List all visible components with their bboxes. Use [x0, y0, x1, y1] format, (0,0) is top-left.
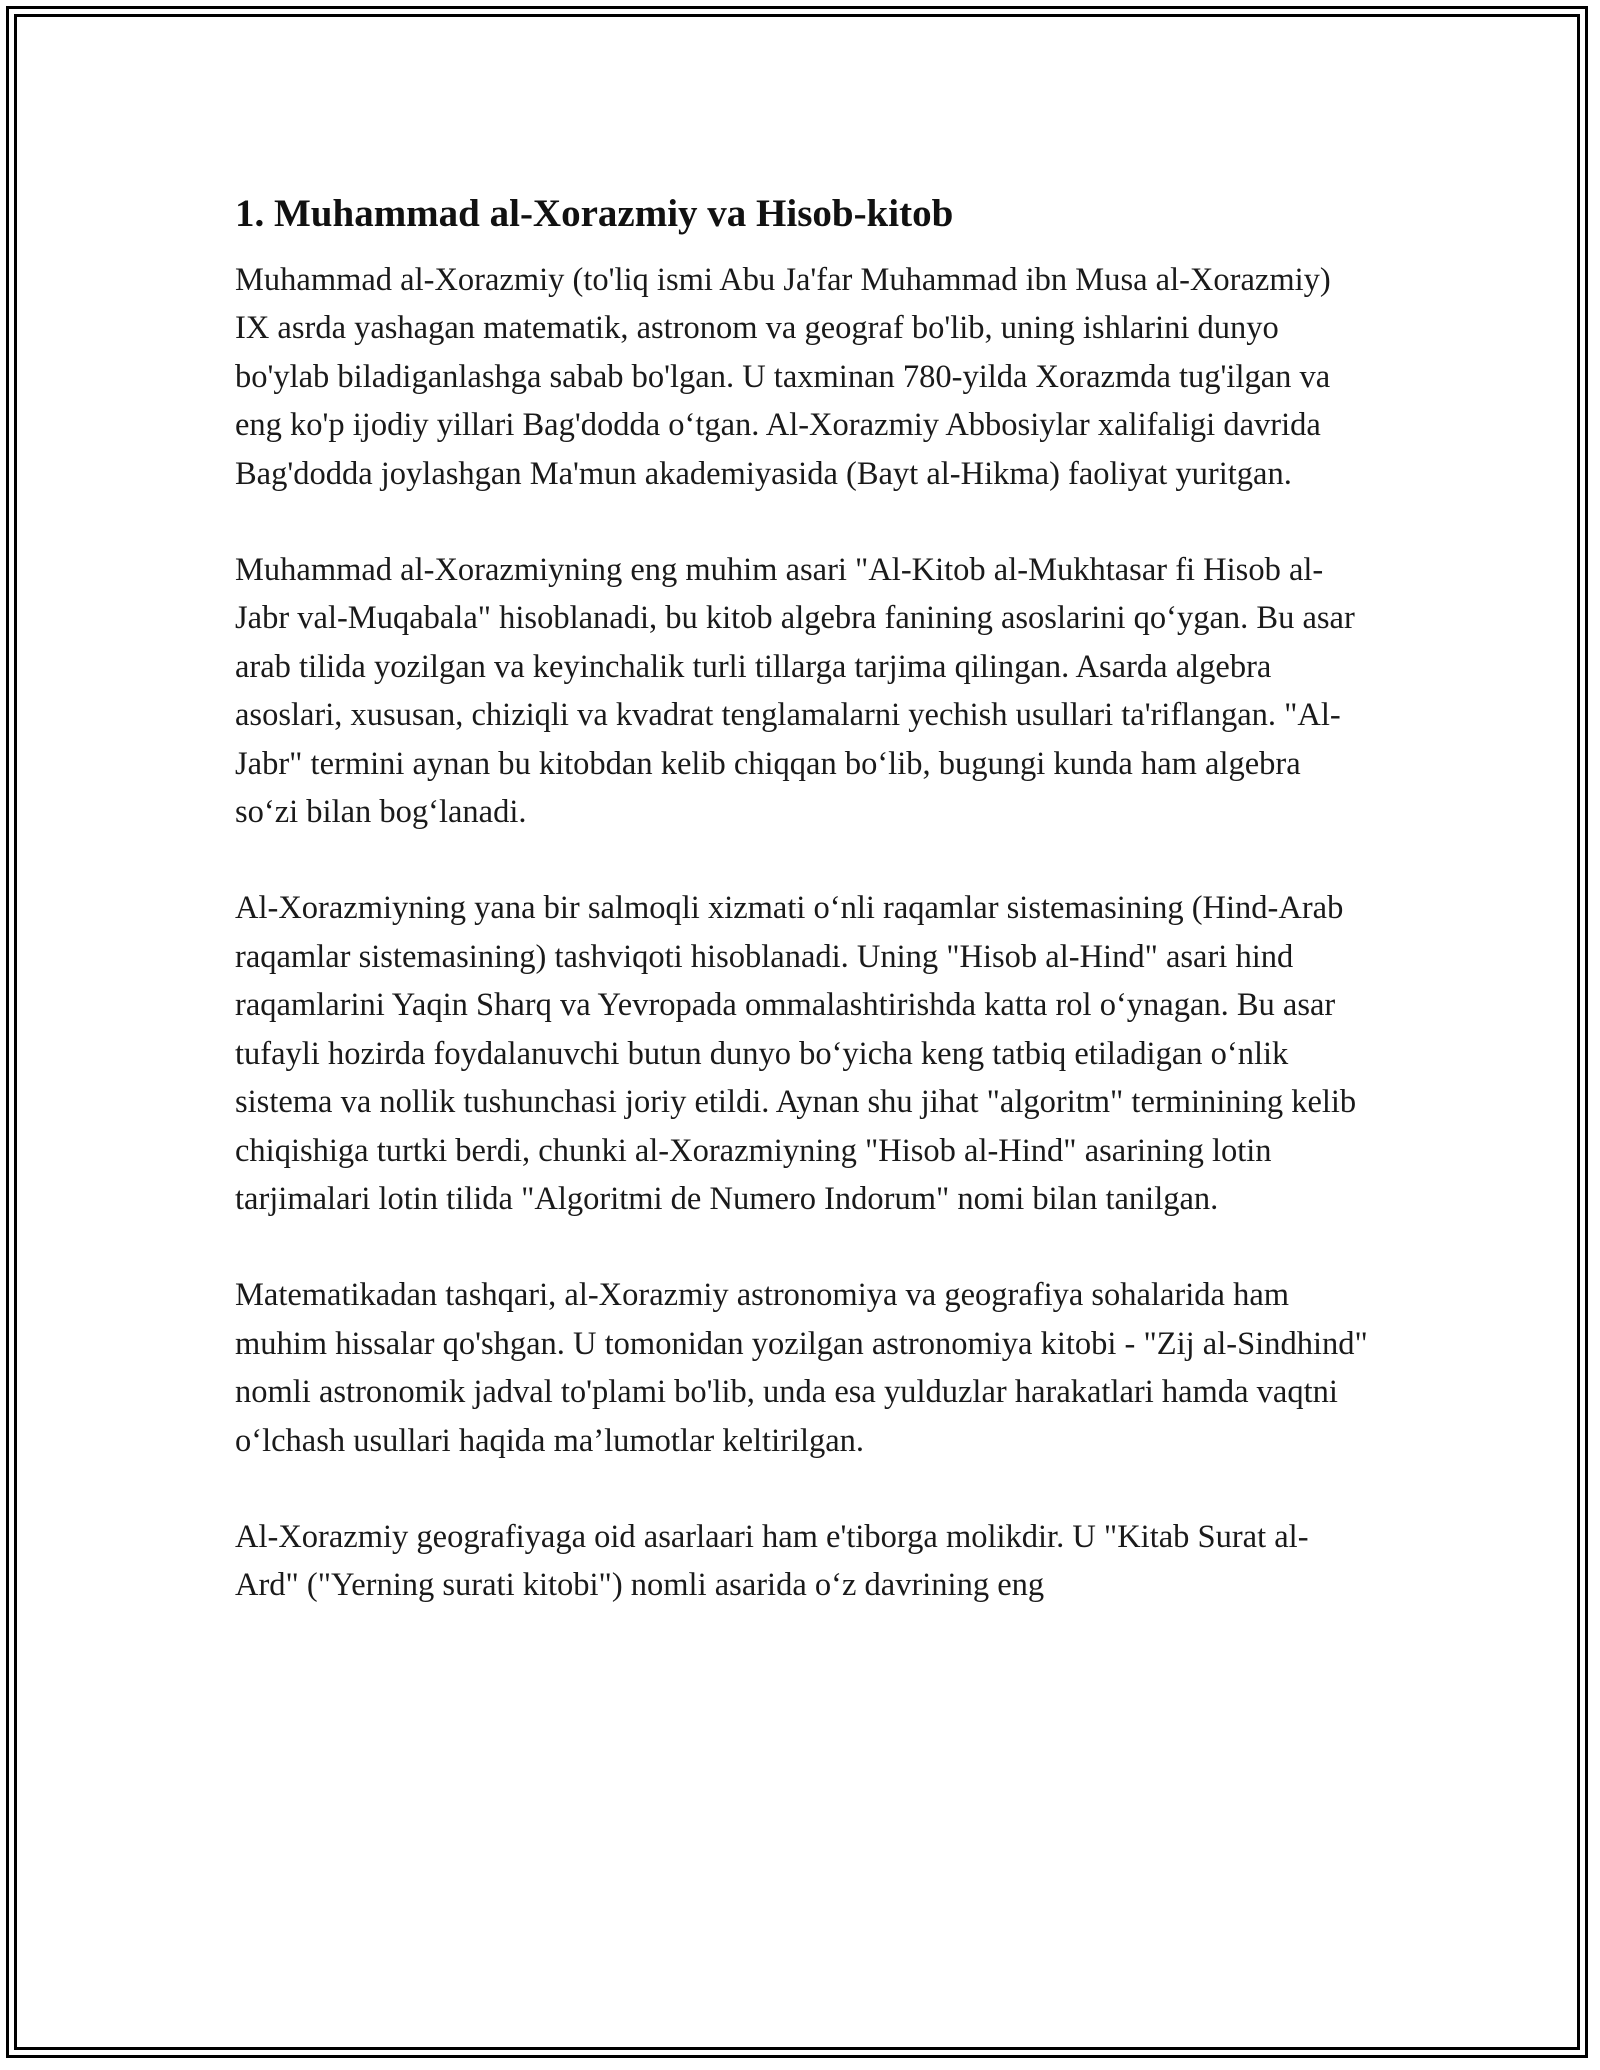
section-title: 1. Muhammad al-Xorazmiy va Hisob-kitob	[235, 192, 954, 235]
document-body	[235, 185, 1370, 1610]
paragraph-astronomy: Matematikadan tashqari, al-Xorazmiy astronomiya va geografiya sohalarida ham muhim hissalar qo'shgan. U tomonidan yozilgan astronomiya kitobi - "Zij al-Sindhind" nomli astronomik jadval to'plami bo'lib, unda esa yulduzlar harakatlari hamda vaqtni o‘lchash usullari haqida ma’lumotlar keltirilgan.	[235, 1277, 1368, 1459]
paragraph-biography: Muhammad al-Xorazmiy (to'liq ismi Abu Ja'far Muhammad ibn Musa al-Xorazmiy) IX asrda yashagan matematik, astronom va geograf bo'lib, uning ishlarini dunyo bo'ylab biladiganlashga sabab bo'lgan. U taxminan 780-yilda Xorazmda tug'ilgan va eng ko'p ijodiy yillari Bag'dodda o‘tgan. Al-Xorazmiy Abbosiylar xalifaligi davrida Bag'dodda joylashgan Ma'mun akademiyasida (Bayt al-Hikma) faoliyat yuritgan.	[235, 262, 1331, 492]
paragraph-geography: Al-Xorazmiy geografiyaga oid asarlaari ham e'tiborga molikdir. U "Kitab Surat al-Ard" ("Yerning surati kitobi") nomli asarida o‘z davrining eng	[235, 1518, 1309, 1604]
paragraph-numerals: Al-Xorazmiyning yana bir salmoqli xizmati o‘nli raqamlar sistemasining (Hind-Arab raqamlar sistemasining) tashviqoti hisoblanadi. Uning "Hisob al-Hind" asari hind raqamlarini Yaqin Sharq va Yevropada ommalashtirishda katta rol o‘ynagan. Bu asar tufayli hozirda foydalanuvchi butun dunyo bo‘yicha keng tatbiq etiladigan o‘nlik sistema va nollik tushunchasi joriy etildi. Aynan shu jihat "algoritm" terminining kelib chiqishiga turtki berdi, chunki al-Xorazmiyning "Hisob al-Hind" asarining lotin tarjimalari lotin tilida "Algoritmi de Numero Indorum" nomi bilan tanilgan.	[235, 890, 1357, 1217]
paragraph-algebra: Muhammad al-Xorazmiyning eng muhim asari "Al-Kitob al-Mukhtasar fi Hisob al-Jabr val-Muqabala" hisoblanadi, bu kitob algebra fanining asoslarini qo‘ygan. Bu asar arab tilida yozilgan va keyinchalik turli tillarga tarjima qilingan. Asarda algebra asoslari, xususan, chiziqli va kvadrat tenglamalarni yechish usullari ta'riflangan. "Al-Jabr" termini aynan bu kitobdan kelib chiqqan bo‘lib, bugungi kunda ham algebra so‘zi bilan bog‘lanadi.	[235, 552, 1355, 831]
